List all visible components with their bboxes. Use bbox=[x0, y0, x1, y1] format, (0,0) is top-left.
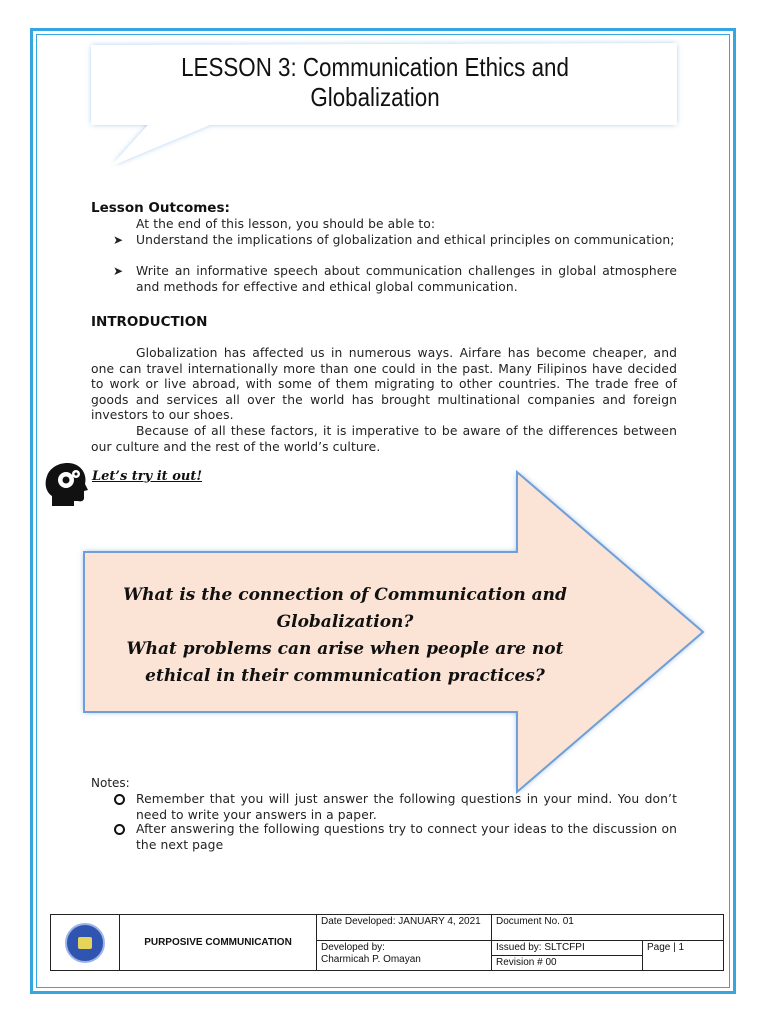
introduction-paragraph-2: Because of all these factors, it is imperative to be aware of the differences between our culture and the rest of the world’s culture. bbox=[91, 424, 677, 454]
developed-by bbox=[317, 941, 492, 971]
document-footer-table bbox=[50, 914, 724, 971]
course-name: PURPOSIVE COMMUNICATION bbox=[120, 915, 317, 971]
outcome-item: Understand the implications of globalization and ethical principles on communication; bbox=[136, 233, 675, 247]
question-1: What is the connection of Communication and Globalization? bbox=[123, 585, 567, 632]
issued-by: Issued by: SLTCFPI bbox=[492, 941, 642, 956]
ring-bullet-icon bbox=[114, 824, 125, 835]
document-number: Document No. 01 bbox=[492, 915, 724, 941]
school-logo-cell bbox=[51, 915, 120, 971]
introduction-paragraph-1: Globalization has affected us in numerous ways. Airfare has become cheaper, and one can travel internationally more than one could in the past. Many Filipinos have decided to work or live abroad, with some of them migrating to other countries. The trade free of goods and services all over the world has brought multinational companies and foreign investors to our shoes. bbox=[91, 346, 677, 422]
outcomes-intro: At the end of this lesson, you should be able to: bbox=[136, 217, 436, 231]
developed-by-name: Charmicah P. Omayan bbox=[321, 954, 421, 965]
issued-revision-cell bbox=[492, 941, 643, 971]
developed-by-label: Developed by: bbox=[321, 942, 385, 953]
lets-try-it-out-label: Let’s try it out! bbox=[92, 469, 203, 484]
outcomes-heading: Lesson Outcomes: bbox=[91, 200, 230, 216]
check-arrow-icon: ➤ bbox=[113, 264, 124, 278]
note-item: After answering the following questions try to connect your ideas to the discussion on the next page bbox=[136, 822, 677, 852]
introduction-heading: INTRODUCTION bbox=[91, 314, 208, 330]
ring-bullet-icon bbox=[114, 794, 125, 805]
check-arrow-icon: ➤ bbox=[113, 233, 124, 247]
question-2: What problems can arise when people are not ethical in their communication practices? bbox=[126, 639, 564, 686]
page-number: Page | 1 bbox=[643, 941, 724, 971]
question-text bbox=[100, 582, 590, 690]
school-logo bbox=[65, 923, 105, 963]
note-item: Remember that you will just answer the following questions in your mind. You don’t need to write your answers in a paper. bbox=[136, 792, 677, 822]
revision-number: Revision # 00 bbox=[496, 957, 557, 968]
title-line-2: Globalization bbox=[310, 82, 440, 112]
date-developed: Date Developed: JANUARY 4, 2021 bbox=[317, 915, 492, 941]
notes-label: Notes: bbox=[91, 776, 130, 790]
outcome-item: Write an informative speech about communication challenges in global atmosphere and methods for effective and ethical global communication. bbox=[136, 264, 677, 294]
title-line-1: LESSON 3: Communication Ethics and bbox=[181, 52, 569, 82]
